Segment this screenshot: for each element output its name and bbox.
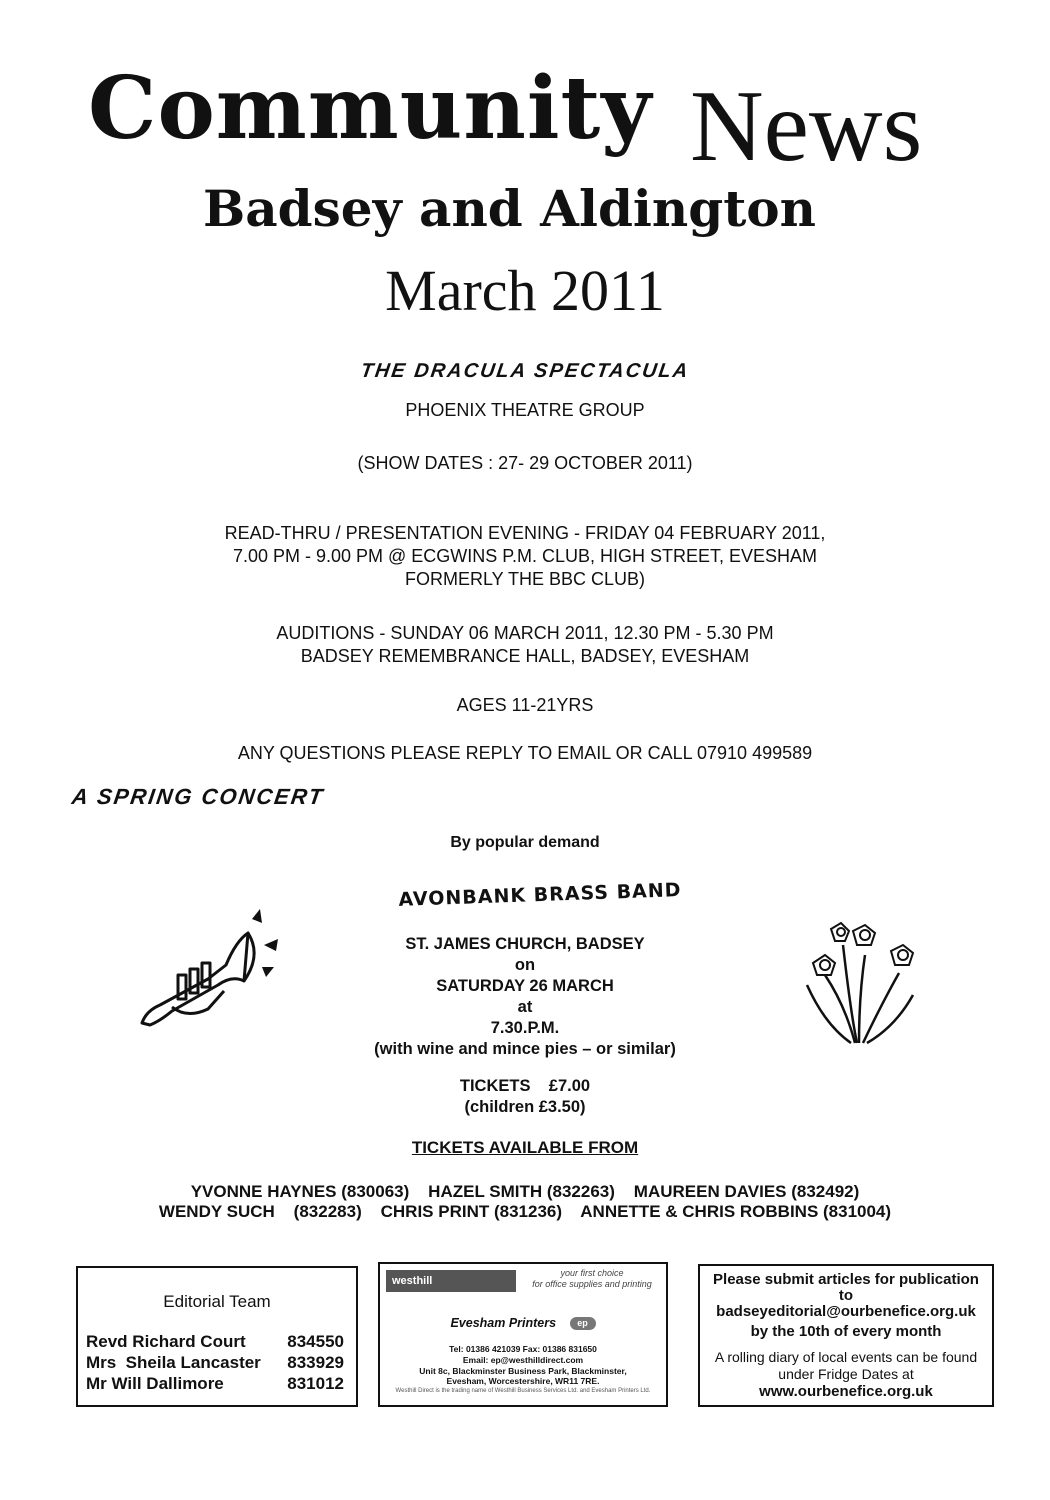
ticket-price-child: (children £3.50) (464, 1098, 586, 1116)
event-title: THE DRACULA SPECTACULA (359, 360, 691, 382)
ticket-sellers-line-1: YVONNE HAYNES (830063) HAZEL SMITH (832263) MAUREEN DAVIES (832492) (190, 1182, 860, 1201)
concert-venue: ST. JAMES CHURCH, BADSEY (405, 935, 645, 953)
concert-at: at (517, 998, 533, 1016)
ticket-prices (0, 1076, 1050, 1118)
diary-website: www.ourbenefice.org.uk (759, 1383, 933, 1400)
auditions-line-2: BADSEY REMEMBRANCE HALL, BADSEY, EVESHAM (300, 646, 750, 666)
member-name: Mrs Sheila Lancaster (86, 1353, 261, 1372)
concert-heading: A SPRING CONCERT (70, 784, 326, 809)
printer-name: Evesham Printers (450, 1316, 557, 1330)
readthru-line-1: READ-THRU / PRESENTATION EVENING - FRIDAY 04 FEBRUARY 2011, (224, 523, 826, 543)
member-name: Mr Will Dallimore (86, 1374, 224, 1393)
printer-footnote: Westhill Direct is the trading name of Westhill Business Services Ltd. and Evesham Printers Ltd. (395, 1388, 651, 1394)
member-name: Revd Richard Court (86, 1332, 246, 1351)
member-phone: 831012 (287, 1374, 344, 1393)
tickets-available-heading: TICKETS AVAILABLE FROM (411, 1138, 639, 1157)
submit-email: badseyeditorial@ourbenefice.org.uk (716, 1303, 976, 1320)
ticket-price-adult: TICKETS £7.00 (459, 1077, 591, 1095)
masthead-title-news: News (690, 70, 923, 183)
member-phone: 834550 (287, 1332, 344, 1351)
printer-phone: Tel: 01386 421039 Fax: 01386 831650 (449, 1344, 597, 1354)
issue-date: March 2011 (385, 258, 665, 323)
auditions-line-1: AUDITIONS - SUNDAY 06 MARCH 2011, 12.30 PM - 5.30 PM (276, 623, 774, 643)
masthead-subtitle: Badsey and Aldington (203, 179, 817, 238)
editorial-member (86, 1332, 344, 1352)
editorial-team-box (76, 1266, 358, 1407)
daffodil-illustration (795, 915, 925, 1045)
masthead (88, 58, 1008, 246)
auditions-ages: AGES 11-21YRS (456, 695, 594, 715)
event-group: PHOENIX THEATRE GROUP (405, 400, 645, 420)
printer-tagline (518, 1268, 666, 1290)
concert-refreshments: (with wine and mince pies – or similar) (374, 1040, 676, 1058)
event-show-dates: (SHOW DATES : 27- 29 OCTOBER 2011) (357, 453, 693, 473)
printer-address-2: Evesham, Worcestershire, WR11 7RE. (446, 1376, 600, 1386)
printer-tagline-1: your first choice (560, 1268, 624, 1278)
printer-badge: ep (570, 1317, 596, 1330)
submit-line-1: Please submit articles for publication (713, 1271, 979, 1288)
concert-time: 7.30.P.M. (490, 1019, 560, 1037)
event-contact: ANY QUESTIONS PLEASE REPLY TO EMAIL OR CALL 07910 499589 (237, 743, 813, 763)
concert-intro: By popular demand (450, 834, 600, 851)
submit-deadline: by the 10th of every month (750, 1323, 942, 1340)
printer-logo: westhill (386, 1270, 516, 1292)
submissions-box (698, 1264, 994, 1407)
editorial-member (86, 1353, 344, 1373)
concert-date: SATURDAY 26 MARCH (436, 977, 614, 995)
band-name: AVONBANK BRASS BAND (398, 879, 682, 911)
concert-on: on (514, 956, 536, 974)
editorial-member (86, 1374, 344, 1394)
diary-line-1: A rolling diary of local events can be found (714, 1349, 978, 1365)
ticket-sellers-line-2: WENDY SUCH (832283) CHRIS PRINT (831236) ANNETTE & CHRIS ROBBINS (831004) (158, 1202, 892, 1221)
member-phone: 833929 (287, 1353, 344, 1372)
masthead-title-community: Community (88, 58, 653, 159)
diary-line-2: under Fridge Dates at (778, 1366, 914, 1382)
printer-email: Email: ep@westhilldirect.com (462, 1355, 584, 1365)
printer-address-1: Unit 8c, Blackminster Business Park, Blackminster, (419, 1366, 627, 1376)
readthru-line-2: 7.00 PM - 9.00 PM @ ECGWINS P.M. CLUB, HIGH STREET, EVESHAM (232, 546, 818, 566)
printer-name-row (380, 1316, 666, 1330)
printer-advert (378, 1262, 668, 1407)
readthru-line-3: FORMERLY THE BBC CLUB) (404, 569, 646, 589)
submit-line-2: to (838, 1287, 854, 1304)
editorial-heading: Editorial Team (163, 1292, 271, 1311)
printer-tagline-2: for office supplies and printing (532, 1279, 652, 1289)
